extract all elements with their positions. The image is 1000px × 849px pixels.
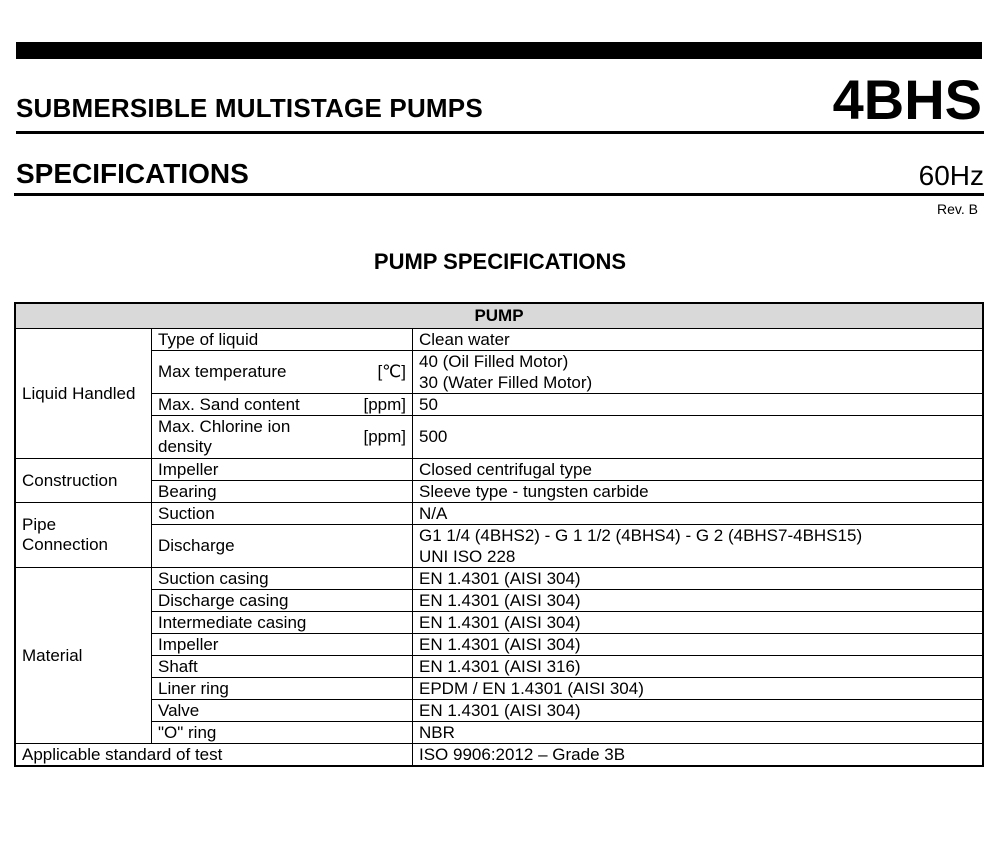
table-row [15,568,983,590]
row-value: Sleeve type - tungsten carbide [413,481,984,503]
row-unit: [℃] [346,351,413,394]
row-value: EN 1.4301 (AISI 304) [413,612,984,634]
document-title: SUBMERSIBLE MULTISTAGE PUMPS [16,93,483,123]
group-label: Material [15,568,152,744]
pump-spec-table [14,302,984,767]
row-label: Type of liquid [152,329,413,351]
table-row [15,303,983,329]
row-label: Suction [152,503,413,525]
row-unit: [ppm] [346,416,413,459]
table-row [15,481,983,503]
row-unit: [ppm] [346,394,413,416]
row-label: Impeller [152,459,413,481]
row-label: Suction casing [152,568,413,590]
row-value: EN 1.4301 (AISI 304) [413,568,984,590]
table-row [15,634,983,656]
row-label: Max. Chlorine ion density [152,416,346,459]
table-header: PUMP [15,303,983,329]
group-label: Liquid Handled [15,329,152,459]
row-label: "O" ring [152,722,413,744]
table-row [15,612,983,634]
table-row [15,503,983,525]
row-value: EPDM / EN 1.4301 (AISI 304) [413,678,984,700]
row-label: Discharge [152,525,413,568]
divider-rule [14,193,984,196]
model-number: 4BHS [832,68,982,131]
divider-rule [16,131,984,134]
table-row [15,351,983,373]
row-value: 500 [413,416,984,459]
row-label: Shaft [152,656,413,678]
table-row [15,394,983,416]
frequency-label: 60Hz [918,160,984,191]
row-label: Bearing [152,481,413,503]
table-title: PUMP SPECIFICATIONS [373,249,627,274]
table-row [15,416,983,459]
row-value: NBR [413,722,984,744]
row-value: EN 1.4301 (AISI 316) [413,656,984,678]
row-label: Intermediate casing [152,612,413,634]
row-label: Max. Sand content [152,394,346,416]
row-label: Liner ring [152,678,413,700]
row-label: Applicable standard of test [15,744,413,767]
row-label: Discharge casing [152,590,413,612]
table-row [15,722,983,744]
table-row [15,525,983,547]
row-label: Impeller [152,634,413,656]
row-value: 50 [413,394,984,416]
row-value: 30 (Water Filled Motor) [413,372,984,394]
section-title: SPECIFICATIONS [16,158,249,189]
row-value: G1 1/4 (4BHS2) - G 1 1/2 (4BHS4) - G 2 (4BHS7-4BHS15) [413,525,984,547]
row-value: EN 1.4301 (AISI 304) [413,700,984,722]
table-row [15,590,983,612]
group-label: Construction [15,459,152,503]
table-row [15,700,983,722]
row-value: UNI ISO 228 [413,546,984,568]
group-label: Pipe Connection [15,503,152,568]
row-value: EN 1.4301 (AISI 304) [413,590,984,612]
row-value: 40 (Oil Filled Motor) [413,351,984,373]
row-value: EN 1.4301 (AISI 304) [413,634,984,656]
row-value: Closed centrifugal type [413,459,984,481]
row-value: ISO 9906:2012 – Grade 3B [413,744,984,767]
top-black-bar [16,42,982,59]
revision-label: Rev. B [937,201,978,217]
row-label: Max temperature [152,351,346,394]
row-value: N/A [413,503,984,525]
table-row [15,678,983,700]
table-row [15,744,983,767]
table-row [15,656,983,678]
row-label: Valve [152,700,413,722]
section-row [16,150,984,192]
table-row [15,329,983,351]
row-value: Clean water [413,329,984,351]
table-row [15,459,983,481]
title-row [16,64,982,130]
